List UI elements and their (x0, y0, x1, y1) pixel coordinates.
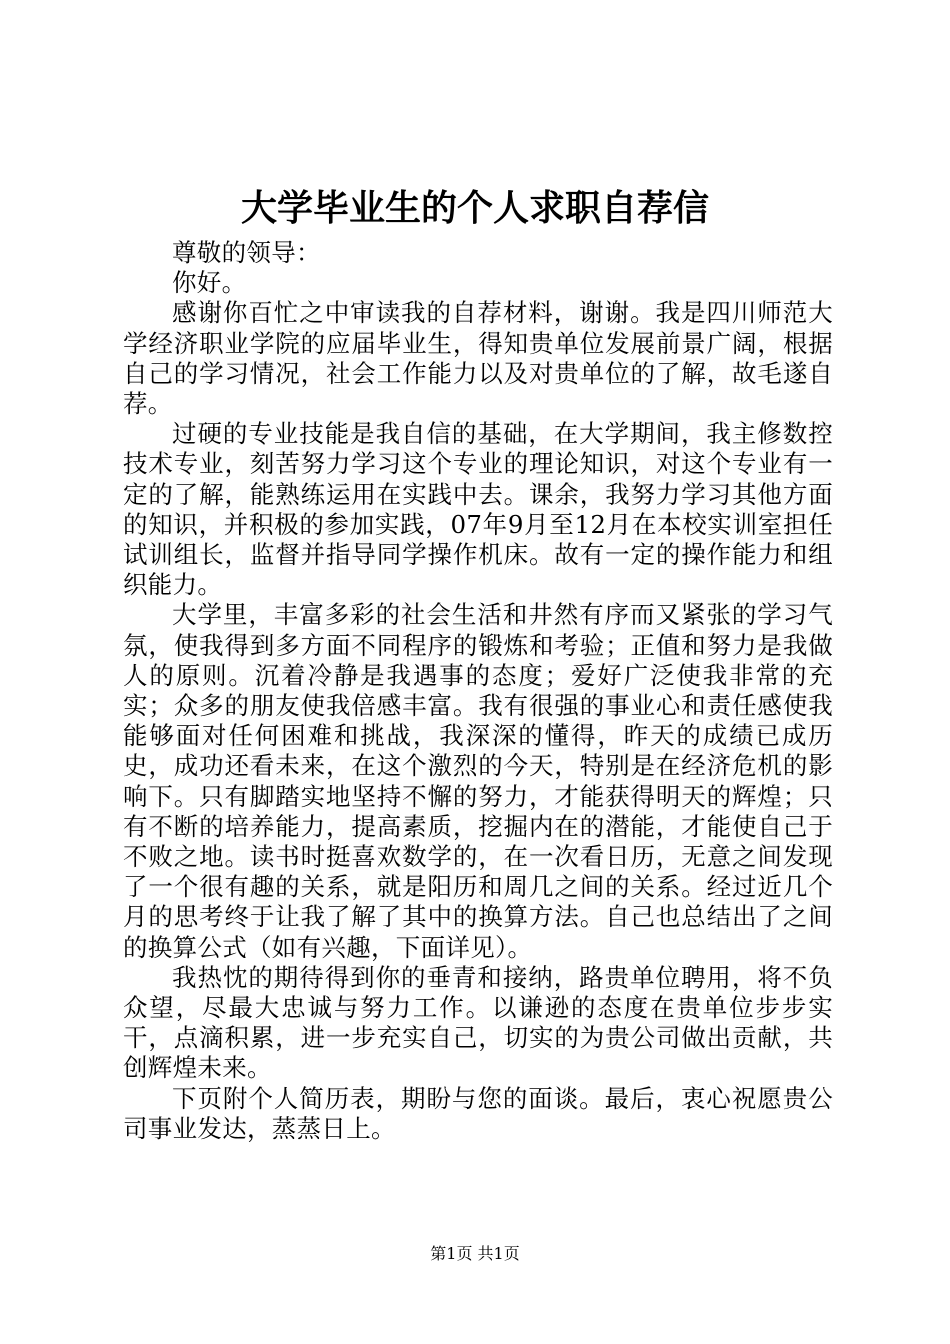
paragraph-skills: 过硬的专业技能是我自信的基础，在大学期间，我主修数控技术专业，刻苦努力学习这个专业的理论知识，对这个专业有一定的了解，能熟练运用在实践中去。课余，我努力学习其他方面的知识，并积极的参加实践，07年9月至12月在本校实训室担任试训组长，监督并指导同学操作机床。故有一定的操作能力和组织能力。 (123, 419, 833, 600)
greeting: 你好。 (172, 268, 247, 298)
paragraph-university-life: 大学里，丰富多彩的社会生活和井然有序而又紧张的学习气氛，使我得到多方面不同程序的锻炼和考验；正值和努力是我做人的原则。沉着冷静是我遇事的态度；爱好广泛使我非常的充实；众多的朋友使我倍感丰富。我有很强的事业心和责任感使我能够面对任何困难和挑战，我深深的懂得，昨天的成绩已成历史，成功还看未来，在这个激烈的今天，特别是在经济危机的影响下。只有脚踏实地坚持不懈的努力，才能获得明天的辉煌；只有不断的培养能力，提高素质，挖掘内在的潜能，才能使自己于不败之地。读书时挺喜欢数学的，在一次看日历，无意之间发现了一个很有趣的关系，就是阳历和周几之间的关系。经过近几个月的思考终于让我了解了其中的换算方法。自己也总结出了之间的换算公式（如有兴趣，下面详见）。 (123, 600, 833, 962)
document-title: 大学毕业生的个人求职自荐信 (240, 187, 709, 229)
paragraph-closing: 下页附个人简历表，期盼与您的面谈。最后，衷心祝愿贵公司事业发达，蒸蒸日上。 (123, 1083, 833, 1143)
paragraph-introduction: 感谢你百忙之中审读我的自荐材料，谢谢。我是四川师范大学经济职业学院的应届毕业生，得知贵单位发展前景广阔，根据自己的学习情况，社会工作能力以及对贵单位的了解，故毛遂自荐。 (123, 298, 833, 419)
paragraph-expectation: 我热忱的期待得到你的垂青和接纳，路贵单位聘用，将不负众望，尽最大忠诚与努力工作。以谦逊的态度在贵单位步步实干，点滴积累，进一步充实自己，切实的为贵公司做出贡献，共创辉煌未来。 (123, 962, 833, 1083)
salutation: 尊敬的领导： (172, 238, 321, 267)
letter-body (123, 238, 833, 1144)
page-number-footer: 第1页 共1页 (430, 1244, 520, 1263)
